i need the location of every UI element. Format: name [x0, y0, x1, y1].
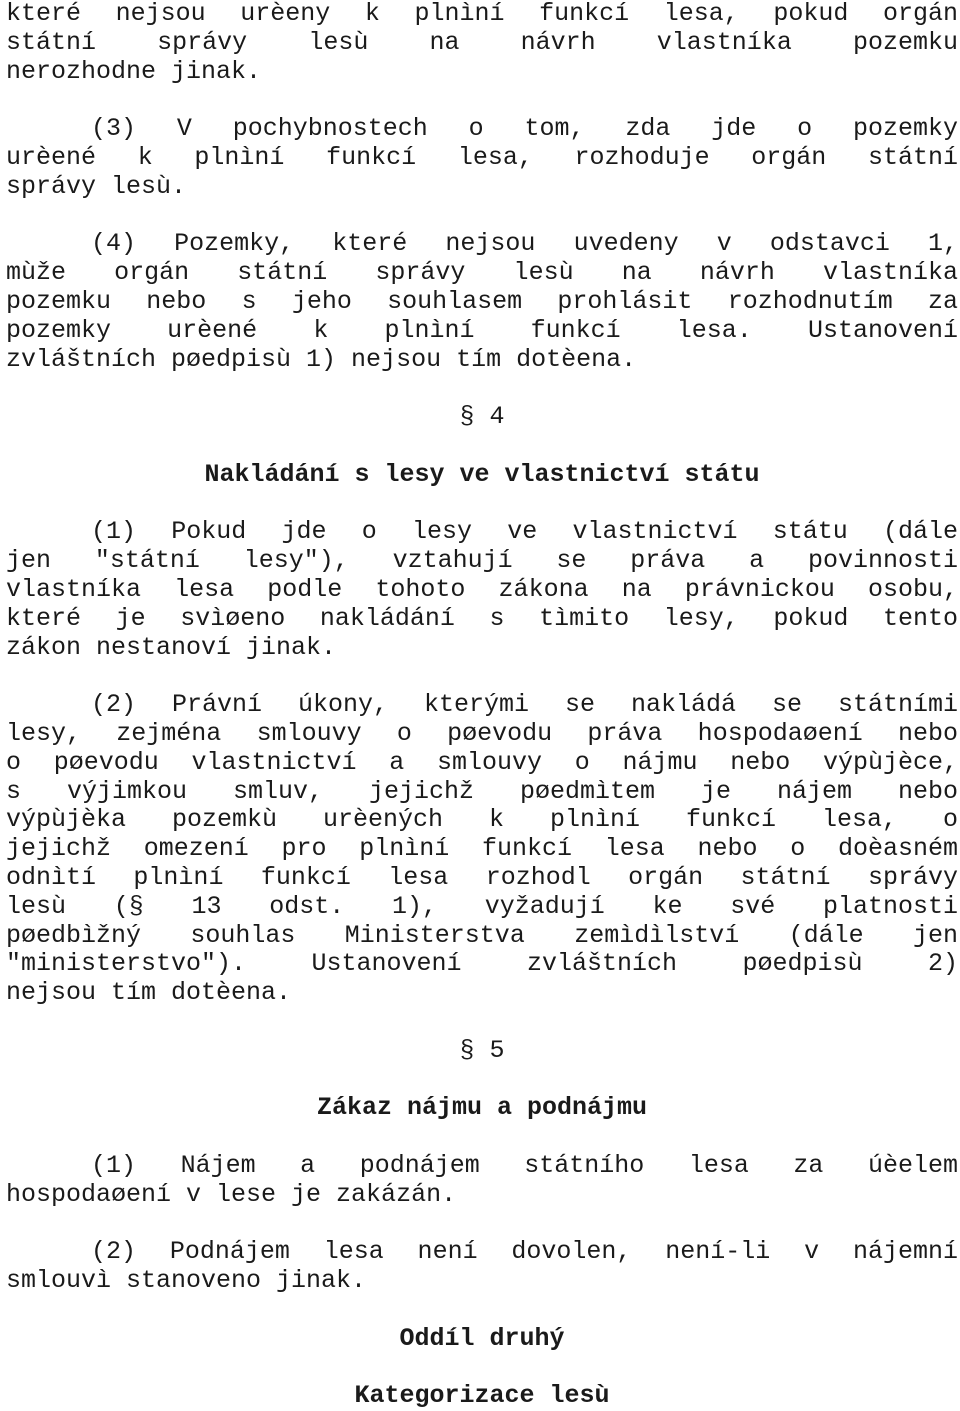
text-line: které nejsou urèeny k plnìní funkcí lesa, pokud orgán	[6, 0, 958, 28]
text-line: výpùjèka pozemkù urèených k plnìní funkcí lesa, o	[6, 805, 958, 835]
paragraph-4	[6, 230, 958, 374]
text-line: zákon nestanoví jinak.	[6, 632, 337, 662]
section-4-title: Nakládání s lesy ve vlastnictví státu	[204, 459, 760, 489]
paragraph-3	[6, 115, 958, 201]
text-line: (2) Podnájem lesa není dovolen, není-li v nájemní	[91, 1237, 958, 1267]
text-line: (4) Pozemky, které nejsou uvedeny v odstavci 1,	[91, 229, 958, 259]
section-4-paragraph-2	[6, 691, 958, 1008]
text-line: lesy, zejména smlouvy o pøevodu práva hospodaøení nebo	[6, 718, 958, 748]
text-line: s výjimkou smluv, jejichž pøedmìtem je nájem nebo	[6, 776, 958, 806]
paragraph-gap	[6, 490, 958, 519]
text-line: pozemky urèené k plnìní funkcí lesa. Ustanovení	[6, 315, 958, 345]
section-5-paragraph-1	[6, 1152, 958, 1210]
section-5-number: § 5	[459, 1035, 505, 1065]
paragraph-gap	[6, 1065, 958, 1094]
section-4-paragraph-1	[6, 518, 958, 662]
division-title: Oddíl druhý	[399, 1323, 565, 1353]
document-page	[6, 0, 958, 1411]
text-line: (3) V pochybnostech o tom, zda jde o pozemky	[91, 114, 958, 144]
text-line: (2) Právní úkony, kterými se nakládá se státními	[91, 690, 958, 720]
text-line: hospodaøení v lese je zakázán.	[6, 1179, 457, 1209]
text-line: (1) Nájem a podnájem státního lesa za úèelem	[91, 1150, 958, 1180]
text-line: mùže orgán státní správy lesù na návrh vlastníka	[6, 258, 958, 288]
text-line: pøedbìžný souhlas Ministerstva zemìdìlství (dále jen	[6, 920, 958, 950]
section-4-number: § 4	[459, 402, 505, 432]
text-line: urèené k plnìní funkcí lesa, rozhoduje orgán státní	[6, 142, 958, 172]
text-line: "ministerstvo"). Ustanovení zvláštních pøedpisù 2)	[6, 949, 958, 979]
text-line: nejsou tím dotèena.	[6, 978, 292, 1008]
paragraph-gap	[6, 1209, 958, 1238]
text-line: zvláštních pøedpisù 1) nejsou tím dotèena.	[6, 344, 637, 374]
text-line: (1) Pokud jde o lesy ve vlastnictví státu (dále	[91, 517, 958, 547]
paragraph-gap	[6, 662, 958, 691]
intro-paragraph	[6, 0, 958, 86]
paragraph-gap	[6, 374, 958, 403]
section-5-title: Zákaz nájmu a podnájmu	[316, 1093, 648, 1123]
text-line: pozemku nebo s jeho souhlasem prohlásit rozhodnutím za	[6, 286, 958, 316]
text-line: které je svìøeno nakládání s tìmito lesy, pokud tento	[6, 603, 958, 633]
paragraph-gap	[6, 432, 958, 461]
text-line: jen "státní lesy"), vztahují se práva a povinnosti	[6, 546, 958, 576]
text-line: správy lesù.	[6, 171, 187, 201]
text-line: lesù (§ 13 odst. 1), vyžadují ke své platnosti	[6, 891, 958, 921]
section-5-paragraph-2	[6, 1238, 958, 1296]
text-line: smlouvì stanoveno jinak.	[6, 1266, 367, 1296]
text-line: jejichž omezení pro plnìní funkcí lesa nebo o doèasném	[6, 834, 958, 864]
text-line: odnìtí plnìní funkcí lesa rozhodl orgán státní správy	[6, 862, 958, 892]
paragraph-gap	[6, 1353, 958, 1382]
text-line: nerozhodne jinak.	[6, 56, 262, 86]
text-line: vlastníka lesa podle tohoto zákona na právnickou osobu,	[6, 574, 958, 604]
paragraph-gap	[6, 202, 958, 231]
text-line: státní správy lesù na návrh vlastníka pozemku	[6, 27, 958, 57]
division-subtitle: Kategorizace lesù	[354, 1381, 610, 1411]
paragraph-gap	[6, 1008, 958, 1037]
paragraph-gap	[6, 1123, 958, 1152]
text-line: o pøevodu vlastnictví a smlouvy o nájmu nebo výpùjèce,	[6, 747, 958, 777]
paragraph-gap	[6, 1296, 958, 1325]
paragraph-gap	[6, 86, 958, 115]
